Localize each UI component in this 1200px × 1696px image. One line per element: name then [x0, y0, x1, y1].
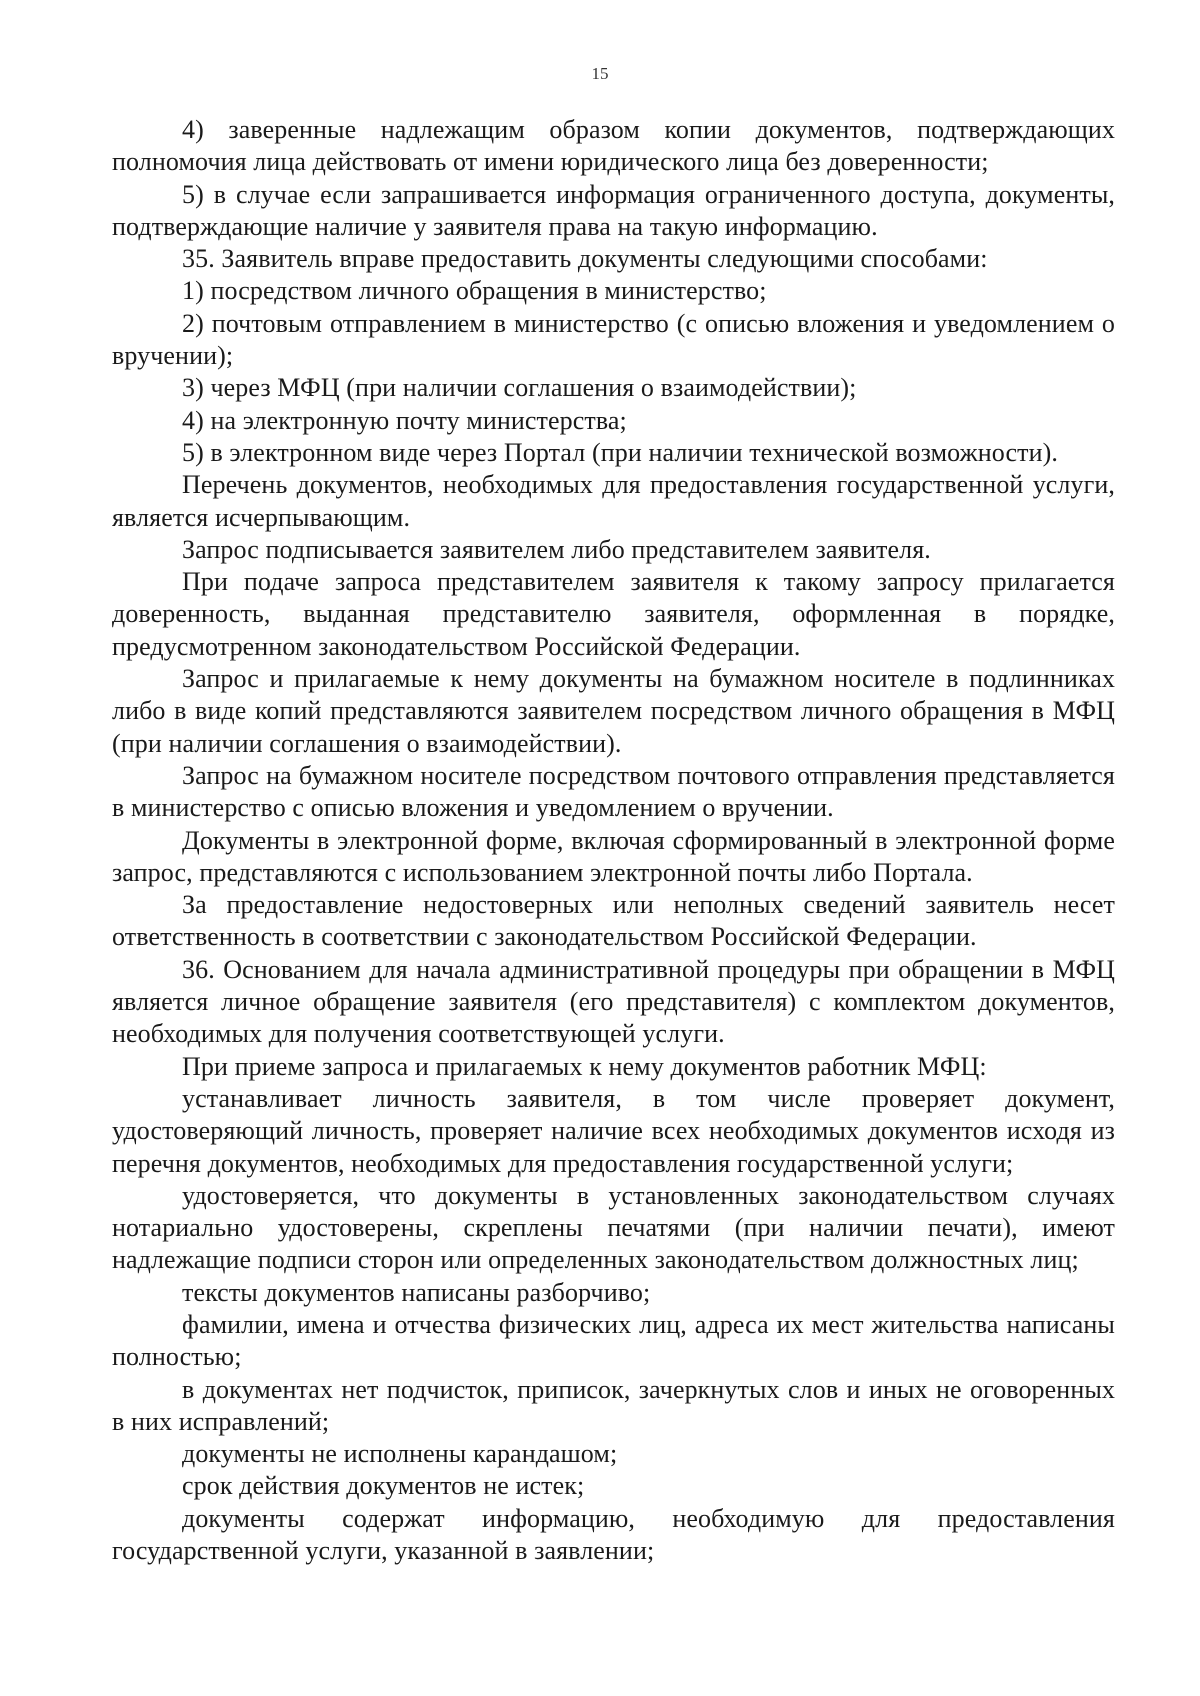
paragraph: 4) заверенные надлежащим образом копии документов, подтверждающих полномочия лица действовать от имени юридического лица без доверенности;	[112, 115, 1115, 177]
paragraph: 5) в случае если запрашивается информация ограниченного доступа, документы, подтверждающие наличие у заявителя права на такую информацию.	[112, 179, 1115, 241]
document-body	[112, 114, 1115, 1567]
paragraph: 4) на электронную почту министерства;	[182, 405, 627, 435]
paragraph: Запрос на бумажном носителе посредством почтового отправления представляется в министерство с описью вложения и уведомлением о вручении.	[112, 760, 1115, 823]
paragraph: Запрос подписывается заявителем либо представителем заявителя.	[182, 534, 931, 564]
paragraph: фамилии, имена и отчества физических лиц, адреса их мест жительства написаны полностью;	[112, 1309, 1115, 1372]
paragraph: 36. Основанием для начала административной процедуры при обращении в МФЦ является личное обращение заявителя (его представителя) с комплектом документов, необходимых для получения соответствующей услуги.	[112, 954, 1115, 1049]
paragraph: 3) через МФЦ (при наличии соглашения о взаимодействии);	[182, 373, 857, 403]
paragraph: При подаче запроса представителем заявителя к такому запросу прилагается доверенность, выданная представителю заявителя, оформленная в порядке, предусмотренном законодательством Российской Федерации.	[112, 567, 1115, 661]
paragraph: При приеме запроса и прилагаемых к нему документов работник МФЦ:	[182, 1051, 987, 1081]
paragraph: тексты документов написаны разборчиво;	[182, 1277, 651, 1307]
paragraph: Документы в электронной форме, включая сформированный в электронной форме запрос, представляются с использованием электронной почты либо Портала.	[112, 825, 1115, 887]
paragraph: документы не исполнены карандашом;	[182, 1439, 618, 1469]
paragraph: За предоставление недостоверных или неполных сведений заявитель несет ответственность в соответствии с законодательством Российской Федерации.	[112, 890, 1115, 952]
paragraph: Перечень документов, необходимых для предоставления государственной услуги, является исчерпывающим.	[112, 470, 1115, 532]
paragraph: Запрос и прилагаемые к нему документы на бумажном носителе в подлинниках либо в виде копий представляются заявителем посредством личного обращения в МФЦ (при наличии соглашения о взаимодействии).	[112, 664, 1115, 758]
paragraph: удостоверяется, что документы в установленных законодательством случаях нотариально удостоверены, скреплены печатями (при наличии печати), имеют надлежащие подписи сторон или определенных законодательством должностных лиц;	[112, 1180, 1115, 1275]
paragraph: 35. Заявитель вправе предоставить документы следующими способами:	[182, 244, 988, 274]
paragraph: документы содержат информацию, необходимую для предоставления государственной услуги, указанной в заявлении;	[112, 1503, 1115, 1566]
paragraph: 2) почтовым отправлением в министерство (с описью вложения и уведомлением о вручении);	[112, 308, 1115, 371]
paragraph: 1) посредством личного обращения в министерство;	[182, 276, 767, 306]
page-number: 15	[591, 64, 609, 83]
paragraph: срок действия документов не истек;	[182, 1471, 585, 1501]
paragraph: 5) в электронном виде через Портал (при наличии технической возможности).	[182, 437, 1058, 467]
paragraph: устанавливает личность заявителя, в том числе проверяет документ, удостоверяющий личность, проверяет наличие всех необходимых документов исходя из перечня документов, необходимых для предоставления государственной услуги;	[112, 1083, 1115, 1178]
paragraph: в документах нет подчисток, приписок, зачеркнутых слов и иных не оговоренных в них исправлений;	[112, 1374, 1115, 1436]
